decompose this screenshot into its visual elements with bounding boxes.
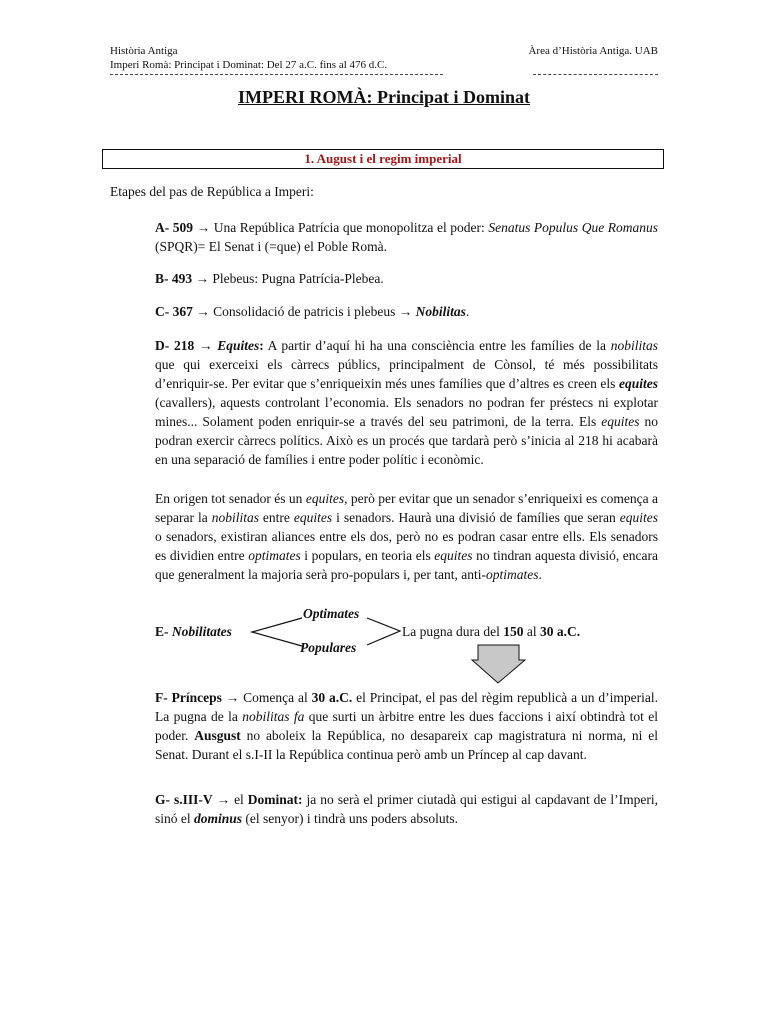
item-c: C- 367 → Consolidació de patricis i plebeus → Nobilitas. [155,304,470,319]
header-divider-left [110,74,443,75]
page-title: IMPERI ROMÀ: Principat i Dominat [238,87,530,107]
item-e-label: E- Nobilitates [155,624,232,639]
item-g: G- s.III-V → el Dominat: ja no serà el primer ciutadà qui estigui al capdavant de l’Imperi, sinó el dominus (el senyor) i tindrà uns poders absoluts. [155,792,658,826]
header-area: Àrea d’Història Antiga. UAB [528,45,658,57]
item-b: B- 493 → Plebeus: Pugna Patrícia-Plebea. [155,271,384,286]
item-a: A- 509 → Una República Patrícia que monopolitza el poder: Senatus Populus Que Romanus (SPQR)= El Senat i (=que) el Poble Romà. [155,220,659,254]
item-d: D- 218 → Equites: A partir d’aquí hi ha una consciència entre les famílies de la nobilitas que qui exerceixi els càrrecs públics, principalment de Cònsol, té més possibilitats d’enriquir-se. Per evitar que s’enriqueixin més unes famílies que d’altres es creen els equites (cavallers), aquests controlant l’economia. Els senadors no podran fer préstecs ni explotar mines... Solament poden enriquir-se a través del seu patrimoni, de la terra. Els equites no podran exercir càrrecs polítics. Això es un procés que tardarà però s’inicia al 218 hi acabarà en una separació de famílies i entre poder polític i econòmic. [155,338,659,467]
down-arrow-icon [472,645,525,683]
item-d-continued: En origen tot senador és un equites, però per evitar que un senador s’enriqueixi es comença a separar la nobilitas entre equites i senadors. Haurà una divisió de famílies que seran equites o senadors, existiran aliances entre els dos, però no es podran casar entre ells. Els senadors es dividien entre optimates i populars, en teoria els equites no tindran aquesta divisió, encara que generalment la majoria serà pro-populars i, per tant, anti-optimates. [155,491,659,582]
item-f: F- Prínceps → Comença al 30 a.C. el Principat, el pas del règim republicà a un d’imperial. La pugna de la nobilitas fa que surti un àrbitre entre les dues faccions i així obtindrà tot el poder. Ausgust no aboleix la República, no desapareix cap magistratura ni norma, ni el Senat. Durant el s.I-II la República continua però amb un Príncep al cap davant. [155,690,658,762]
struggle-duration: La pugna dura del 150 al 30 a.C. [402,624,581,639]
intro-text: Etapes del pas de República a Imperi: [110,184,314,199]
section-title: 1. August i el regim imperial [102,149,664,169]
header-subtitle: Imperi Romà: Principat i Dominat: Del 27 a.C. fins al 476 d.C. [110,59,388,71]
merge-bracket-right [367,618,400,645]
bracket-arrows [150,600,670,685]
branch-populares: Populares [300,640,357,655]
header-course: Història Antiga [110,45,178,57]
header-divider-right [533,74,658,75]
branch-optimates: Optimates [303,606,360,621]
item-e-diagram [150,600,670,685]
split-bracket-left [252,618,302,646]
